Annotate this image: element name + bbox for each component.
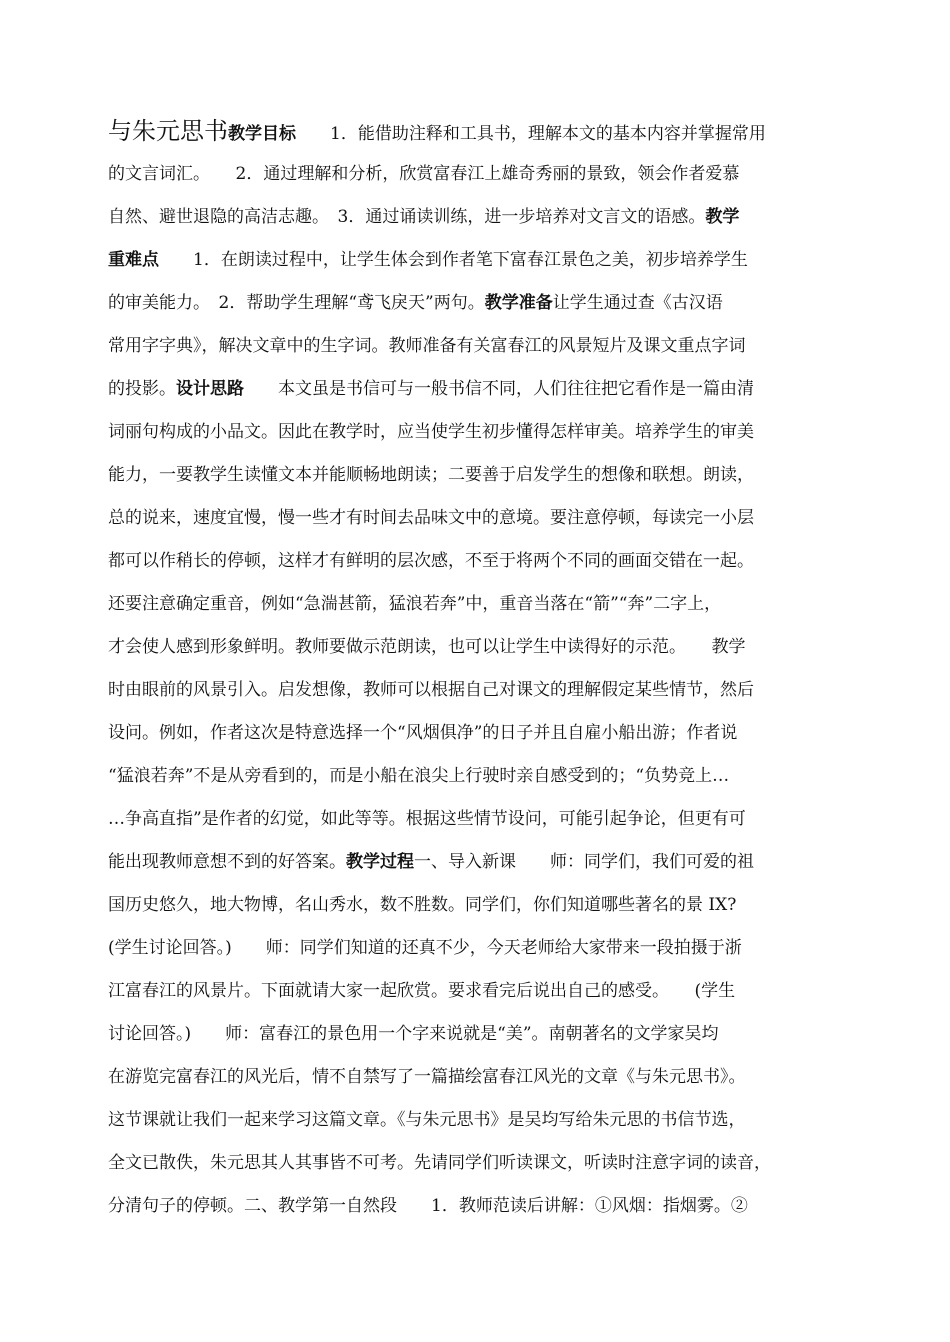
body-text: 的审美能力。 2．帮助学生理解“鸢飞戾天”两句。 [108,293,485,313]
body-text: 在游览完富春江的风光后，情不自禁写了一篇描绘富春江风光的文章《与朱元思书》。 [108,1067,746,1087]
body-text: 的投影。 [108,379,176,399]
section-heading: 设计思路 [176,379,244,399]
text-line [108,282,850,325]
text-line [108,798,850,841]
body-text: (学生讨论回答。) 师：同学们知道的还真不少，今天老师给大家带来一段拍摄于浙 [108,938,742,958]
text-line [108,368,850,411]
body-text: 本文虽是书信可与一般书信不同，人们往往把它看作是一篇由清 [244,379,754,399]
body-text: 一、导入新课 师：同学们，我们可爱的祖 [414,852,754,872]
text-line [108,626,850,669]
body-text: 这节课就让我们一起来学习这篇文章。《与朱元思书》是吴均写给朱元思的书信节选， [108,1110,746,1130]
text-line [108,110,850,153]
text-line [108,239,850,282]
text-line [108,153,850,196]
section-heading: 教学 [705,207,740,227]
body-text: 词丽句构成的小品文。因此在教学时，应当使学生初步懂得怎样审美。培养学生的审美 [108,422,754,442]
body-text: 时由眼前的风景引入。启发想像，教师可以根据自己对课文的理解假定某些情节，然后 [108,680,754,700]
body-text: 总的说来，速度宜慢，慢一些才有时间去品味文中的意境。要注意停顿，每读完一小层 [108,508,754,528]
section-heading: 教学过程 [346,852,414,872]
body-text: 国历史悠久，地大物博，名山秀水，数不胜数。同学们，你们知道哪些著名的景 IX? [108,895,737,915]
body-text: 让学生通过查《古汉语 [552,293,723,313]
body-text: “猛浪若奔”不是从旁看到的，而是小船在浪尖上行驶时亲自感受到的；“负势竞上… [108,766,730,786]
text-line [108,1142,850,1185]
body-text: …争高直指”是作者的幻觉，如此等等。根据这些情节设问，可能引起争论，但更有可 [108,809,746,829]
text-line [108,1056,850,1099]
text-line [108,411,850,454]
document-body [108,110,850,1228]
text-line [108,1185,850,1228]
text-line [108,196,850,239]
body-text: 能出现教师意想不到的好答案。 [108,852,346,872]
text-line [108,540,850,583]
body-text: 常用字字典》，解决文章中的生字词。教师准备有关富春江的风景短片及课文重点字词 [108,336,746,356]
text-line [108,454,850,497]
text-line [108,497,850,540]
text-line [108,1013,850,1056]
body-text: 讨论回答。) 师：富春江的景色用一个字来说就是“美”。南朝著名的文学家吴均 [108,1024,719,1044]
text-line [108,884,850,927]
text-line [108,1099,850,1142]
section-heading: 教学目标 [228,124,296,144]
text-line [108,712,850,755]
section-heading: 重难点 [108,250,159,270]
body-text: 才会使人感到形象鲜明。教师要做示范朗读，也可以让学生中读得好的示范。 教学 [108,637,746,657]
text-line [108,325,850,368]
body-text: 设问。例如，作者这次是特意选择一个“风烟俱净”的日子并且自雇小船出游；作者说 [108,723,738,743]
body-text: 全文已散佚，朱元思其人其事皆不可考。先请同学们听读课文，听读时注意字词的读音， [108,1153,771,1173]
body-text: 江富春江的风景片。下面就请大家一起欣赏。要求看完后说出自己的感受。 (学生 [108,981,736,1001]
body-text: 都可以作稍长的停顿，这样才有鲜明的层次感，不至于将两个不同的画面交错在一起。 [108,551,754,571]
body-text: 1．能借助注释和工具书，理解本文的基本内容并掌握常用 [296,124,766,144]
text-line [108,669,850,712]
body-text: 1．在朗读过程中，让学生体会到作者笔下富春江景色之美，初步培养学生 [159,250,748,270]
body-text: 能力，一要教学生读懂文本并能顺畅地朗读；二要善于启发学生的想像和联想。朗读， [108,465,754,485]
body-text: 还要注意确定重音，例如“急湍甚箭，猛浪若奔”中，重音当落在“箭”“奔”二字上， [108,594,722,614]
section-heading: 教学准备 [484,293,553,313]
text-line [108,841,850,884]
text-line [108,755,850,798]
body-text: 分清句子的停顿。二、教学第一自然段 1．教师范读后讲解：①风烟：指烟雾。② [108,1196,748,1216]
document-title: 与朱元思书 [108,117,228,145]
body-text: 的文言词汇。 2．通过理解和分析，欣赏富春江上雄奇秀丽的景致，领会作者爱慕 [108,164,740,184]
body-text: 自然、避世退隐的高洁志趣。 3．通过诵读训练，进一步培养对文言文的语感。 [108,207,706,227]
text-line [108,927,850,970]
text-line [108,583,850,626]
text-line [108,970,850,1013]
